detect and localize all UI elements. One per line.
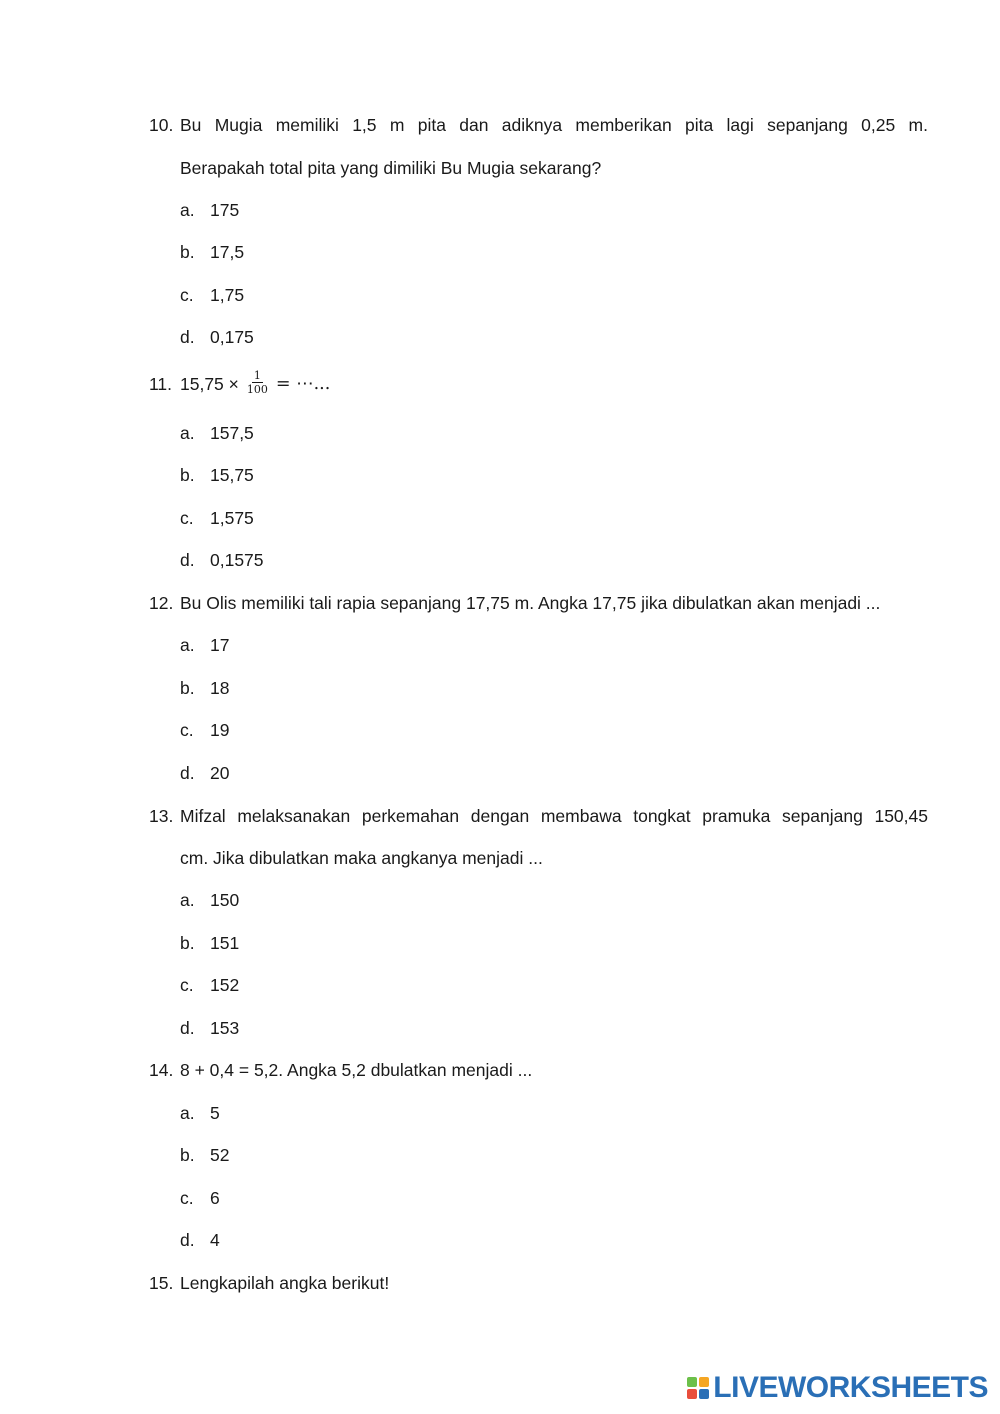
liveworksheets-logo[interactable] bbox=[687, 1370, 988, 1406]
question-12-option-c[interactable]: 19 bbox=[210, 720, 230, 740]
question-10-option-d[interactable]: 0,175 bbox=[210, 327, 254, 347]
question-11-option-c[interactable]: 1,575 bbox=[210, 508, 254, 528]
question-12-option-b-letter: b. bbox=[180, 678, 195, 698]
question-11-fraction-denominator: 100 bbox=[246, 382, 268, 396]
logo-mark-cell-1 bbox=[687, 1377, 697, 1387]
question-10-text-line2: Berapakah total pita yang dimiliki Bu Mugia sekarang? bbox=[180, 158, 602, 178]
question-11-fraction-numerator: 1 bbox=[253, 368, 261, 382]
question-10-option-a[interactable]: 175 bbox=[210, 200, 240, 220]
question-10-option-d-letter: d. bbox=[180, 327, 195, 347]
question-13-text-line2: cm. Jika dibulatkan maka angkanya menjadi ... bbox=[180, 848, 543, 868]
question-12-option-d[interactable]: 20 bbox=[210, 763, 230, 783]
question-10-option-c[interactable]: 1,75 bbox=[210, 285, 245, 305]
question-12-option-c-letter: c. bbox=[180, 720, 194, 740]
question-10-option-b-letter: b. bbox=[180, 242, 195, 262]
question-10-number: 10. bbox=[149, 115, 174, 135]
question-11-option-b-letter: b. bbox=[180, 465, 195, 485]
question-12-option-b[interactable]: 18 bbox=[210, 678, 230, 698]
question-14-option-a-letter: a. bbox=[180, 1103, 195, 1123]
question-10-option-a-letter: a. bbox=[180, 200, 195, 220]
question-10-text-line1: Bu Mugia memiliki 1,5 m pita dan adiknya memberikan pita lagi sepanjang 0,25 m. bbox=[180, 115, 928, 135]
question-14-option-b-letter: b. bbox=[180, 1145, 195, 1165]
question-11-option-d[interactable]: 0,1575 bbox=[210, 550, 264, 570]
question-14-option-d[interactable]: 4 bbox=[210, 1230, 220, 1250]
question-13-option-c-letter: c. bbox=[180, 975, 194, 995]
question-13-option-a[interactable]: 150 bbox=[210, 890, 240, 910]
question-12-option-a-letter: a. bbox=[180, 635, 195, 655]
question-12-number: 12. bbox=[149, 593, 174, 613]
question-14-option-a[interactable]: 5 bbox=[210, 1103, 220, 1123]
logo-mark-cell-2 bbox=[699, 1377, 709, 1387]
question-14-number: 14. bbox=[149, 1060, 174, 1080]
liveworksheets-logo-mark-icon bbox=[687, 1377, 709, 1399]
question-13-number: 13. bbox=[149, 806, 174, 826]
logo-mark-cell-4 bbox=[699, 1389, 709, 1399]
question-14-option-b[interactable]: 52 bbox=[210, 1145, 230, 1165]
question-11-expression-right: = ⋯... bbox=[275, 374, 331, 394]
liveworksheets-logo-text: LIVEWORKSHEETS bbox=[713, 1371, 988, 1404]
question-14-option-d-letter: d. bbox=[180, 1230, 195, 1250]
question-11-option-b[interactable]: 15,75 bbox=[210, 465, 254, 485]
question-11-option-a-letter: a. bbox=[180, 423, 195, 443]
question-11-number: 11. bbox=[149, 374, 173, 394]
question-12-option-d-letter: d. bbox=[180, 763, 195, 783]
question-11-option-c-letter: c. bbox=[180, 508, 194, 528]
question-12-text-line1: Bu Olis memiliki tali rapia sepanjang 17,75 m. Angka 17,75 jika dibulatkan akan menjadi ... bbox=[180, 593, 881, 613]
question-13-option-b[interactable]: 151 bbox=[210, 933, 240, 953]
question-13-text-line1: Mifzal melaksanakan perkemahan dengan membawa tongkat pramuka sepanjang 150,45 bbox=[180, 806, 928, 826]
question-14-option-c-letter: c. bbox=[180, 1188, 194, 1208]
question-14-text-line1: 8 + 0,4 = 5,2. Angka 5,2 dbulatkan menjadi ... bbox=[180, 1060, 533, 1080]
question-13-option-a-letter: a. bbox=[180, 890, 195, 910]
question-14-option-c[interactable]: 6 bbox=[210, 1188, 220, 1208]
question-13-option-b-letter: b. bbox=[180, 933, 195, 953]
question-15-text-line1: Lengkapilah angka berikut! bbox=[180, 1273, 390, 1293]
question-11-option-a[interactable]: 157,5 bbox=[210, 423, 254, 443]
question-13-option-d[interactable]: 153 bbox=[210, 1018, 240, 1038]
question-10-option-c-letter: c. bbox=[180, 285, 194, 305]
question-12-option-a[interactable]: 17 bbox=[210, 635, 230, 655]
question-13-option-d-letter: d. bbox=[180, 1018, 195, 1038]
question-11-fraction bbox=[245, 370, 270, 395]
question-11-expression bbox=[180, 368, 928, 400]
question-11-expression-left: 15,75 × bbox=[180, 374, 239, 394]
question-13-option-c[interactable]: 152 bbox=[210, 975, 240, 995]
logo-mark-cell-3 bbox=[687, 1389, 697, 1399]
question-11-option-d-letter: d. bbox=[180, 550, 195, 570]
question-10-option-b[interactable]: 17,5 bbox=[210, 242, 245, 262]
question-15-number: 15. bbox=[149, 1273, 174, 1293]
